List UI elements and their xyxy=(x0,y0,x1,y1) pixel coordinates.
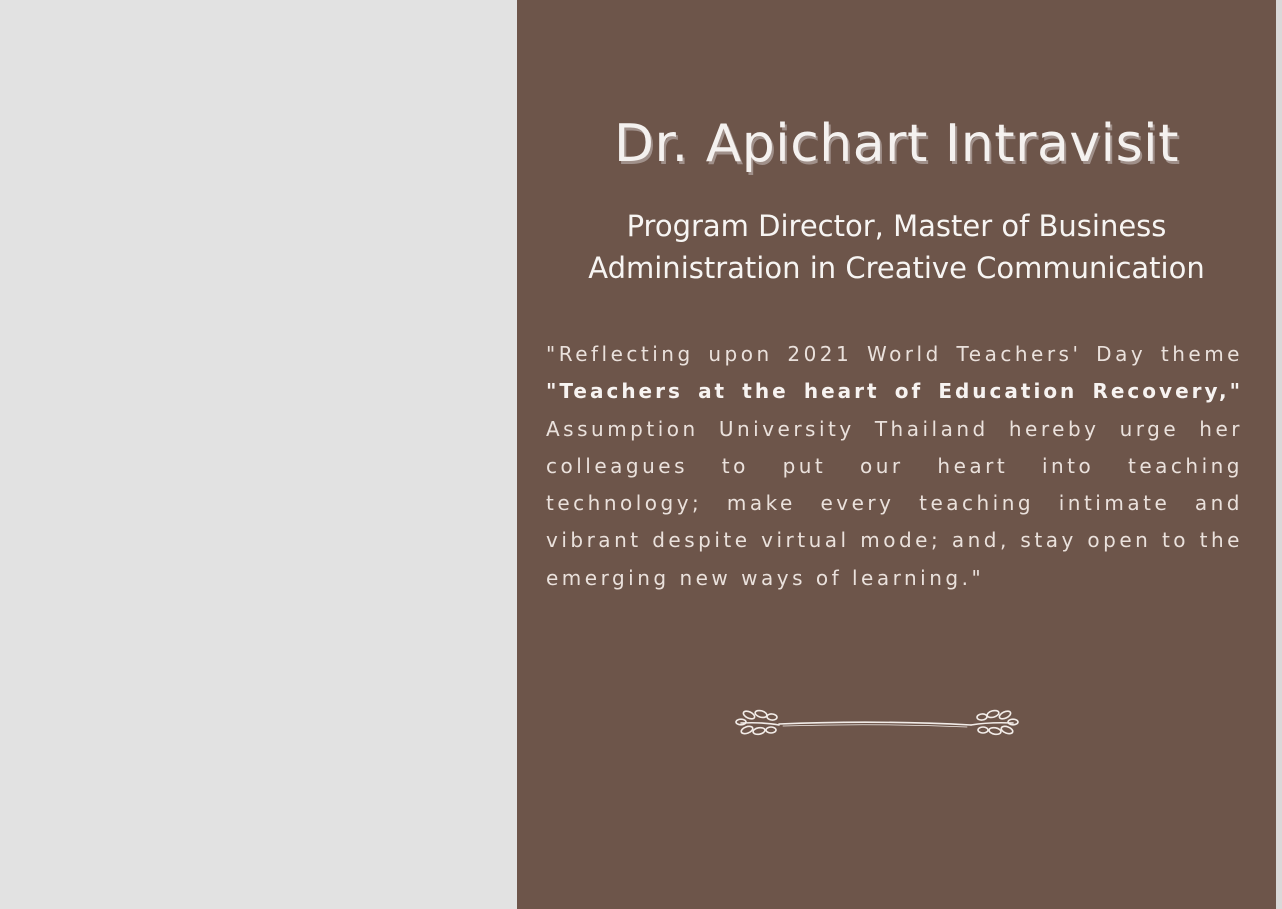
quote-theme: "Teachers at the heart of Education Recovery," xyxy=(546,379,1243,404)
quote-intro: "Reflecting upon 2021 World Teachers' Day theme xyxy=(546,342,1243,366)
role-line-2: Administration in Creative Communication xyxy=(588,251,1205,285)
quote-body: Assumption University Thailand hereby urge her colleagues to put our heart into teaching technology; make every teaching intimate and vibrant despite virtual mode; and, stay open to the emerging new ways of learning." xyxy=(546,416,1243,590)
quote-text xyxy=(546,336,1243,597)
quote-card xyxy=(517,0,1276,909)
person-role xyxy=(537,205,1256,289)
left-blank-panel xyxy=(0,0,517,909)
laurel-divider-icon xyxy=(735,700,1019,746)
right-edge-strip xyxy=(1276,0,1282,909)
role-line-1: Program Director, Master of Business xyxy=(626,209,1167,243)
person-name: Dr. Apichart Intravisit xyxy=(613,114,1179,174)
